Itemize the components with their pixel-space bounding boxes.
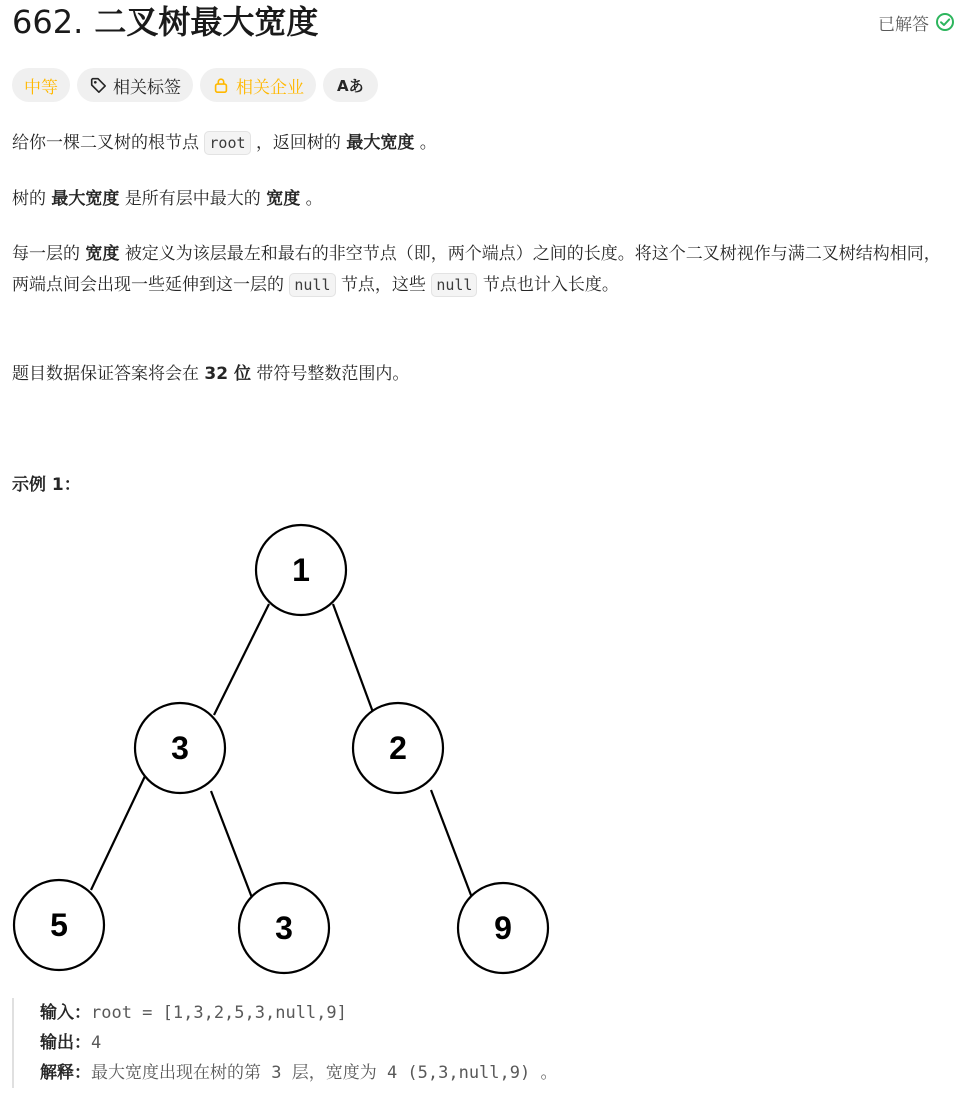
tree-edge — [431, 790, 474, 903]
explanation-label: 解释： — [40, 1063, 91, 1083]
text: 。 — [305, 189, 323, 209]
tree-edge — [211, 791, 254, 903]
description-paragraph-2 — [12, 184, 957, 215]
problem-title — [12, 0, 318, 44]
inline-code-null: null — [431, 273, 477, 297]
text: 是所有层中最大的 — [124, 189, 261, 209]
related-topics-label: 相关标签 — [113, 77, 181, 98]
problem-number: 662. — [12, 3, 84, 41]
output-value: 4 — [91, 1033, 102, 1053]
translate-button[interactable] — [323, 68, 378, 102]
text: 给你一棵二叉树的根节点 — [12, 133, 199, 153]
tree-edge — [333, 604, 374, 715]
tree-edge — [91, 774, 146, 890]
example-explanation — [40, 1058, 967, 1088]
text: 树的 — [12, 189, 46, 209]
input-label: 输入： — [40, 1003, 91, 1023]
tree-node-label: 3 — [171, 730, 189, 766]
bold-text: 宽度 — [85, 244, 120, 264]
check-circle-icon — [935, 12, 955, 32]
description-paragraph-3 — [12, 239, 957, 301]
translate-icon: Aあ — [337, 76, 364, 95]
bold-text: 最大宽度 — [346, 133, 415, 153]
related-topics-button[interactable] — [77, 68, 193, 102]
text: ，返回树的 — [255, 133, 341, 153]
tree-node-label: 5 — [50, 907, 68, 943]
solved-label: 已解答 — [878, 14, 929, 35]
inline-code-null: null — [289, 273, 335, 297]
tree-edge — [214, 604, 269, 715]
example-output — [40, 1028, 967, 1058]
text: 节点，这些 — [340, 275, 426, 295]
tree-node-label: 2 — [389, 730, 407, 766]
tree-node-label: 1 — [292, 552, 310, 588]
title-row — [12, 0, 955, 44]
text: 带符号整数范围内。 — [256, 364, 410, 384]
example-input — [40, 998, 967, 1028]
related-companies-button[interactable] — [200, 68, 316, 102]
binary-tree-diagram — [0, 510, 560, 980]
text: 被定义为该层最左和最右的非空节点（即，两个端点）之间的长度。将这个二叉树视作与满二叉树结构相同，两端点间会出现一些延伸到这一层的 — [12, 244, 941, 295]
inline-code-root: root — [204, 131, 250, 155]
problem-name: 二叉树最大宽度 — [94, 3, 319, 41]
text: 题目数据保证答案将会在 — [12, 364, 199, 384]
bold-text: 最大宽度 — [51, 189, 120, 209]
tree-node-label: 3 — [275, 910, 293, 946]
input-value: root = [1,3,2,5,3,null,9] — [91, 1003, 347, 1023]
text: 每一层的 — [12, 244, 80, 264]
description-paragraph-4 — [12, 359, 957, 390]
text: 节点也计入长度。 — [482, 275, 619, 295]
bold-text: 宽度 — [266, 189, 301, 209]
explanation-value: 最大宽度出现在树的第 3 层，宽度为 4 (5,3,null,9) 。 — [91, 1063, 558, 1083]
text: 。 — [419, 133, 437, 153]
tag-icon — [89, 76, 107, 94]
tag-bar — [12, 68, 378, 102]
difficulty-badge: 中等 — [12, 68, 70, 102]
bold-text: 32 位 — [204, 364, 251, 384]
example-title: 示例 1： — [12, 475, 81, 495]
related-companies-label: 相关企业 — [236, 77, 304, 98]
tree-node-label: 9 — [494, 910, 512, 946]
example-io-block — [12, 998, 967, 1088]
solved-status — [878, 8, 955, 36]
output-label: 输出： — [40, 1033, 91, 1053]
description-paragraph-1 — [12, 128, 957, 159]
lock-icon — [212, 76, 230, 94]
